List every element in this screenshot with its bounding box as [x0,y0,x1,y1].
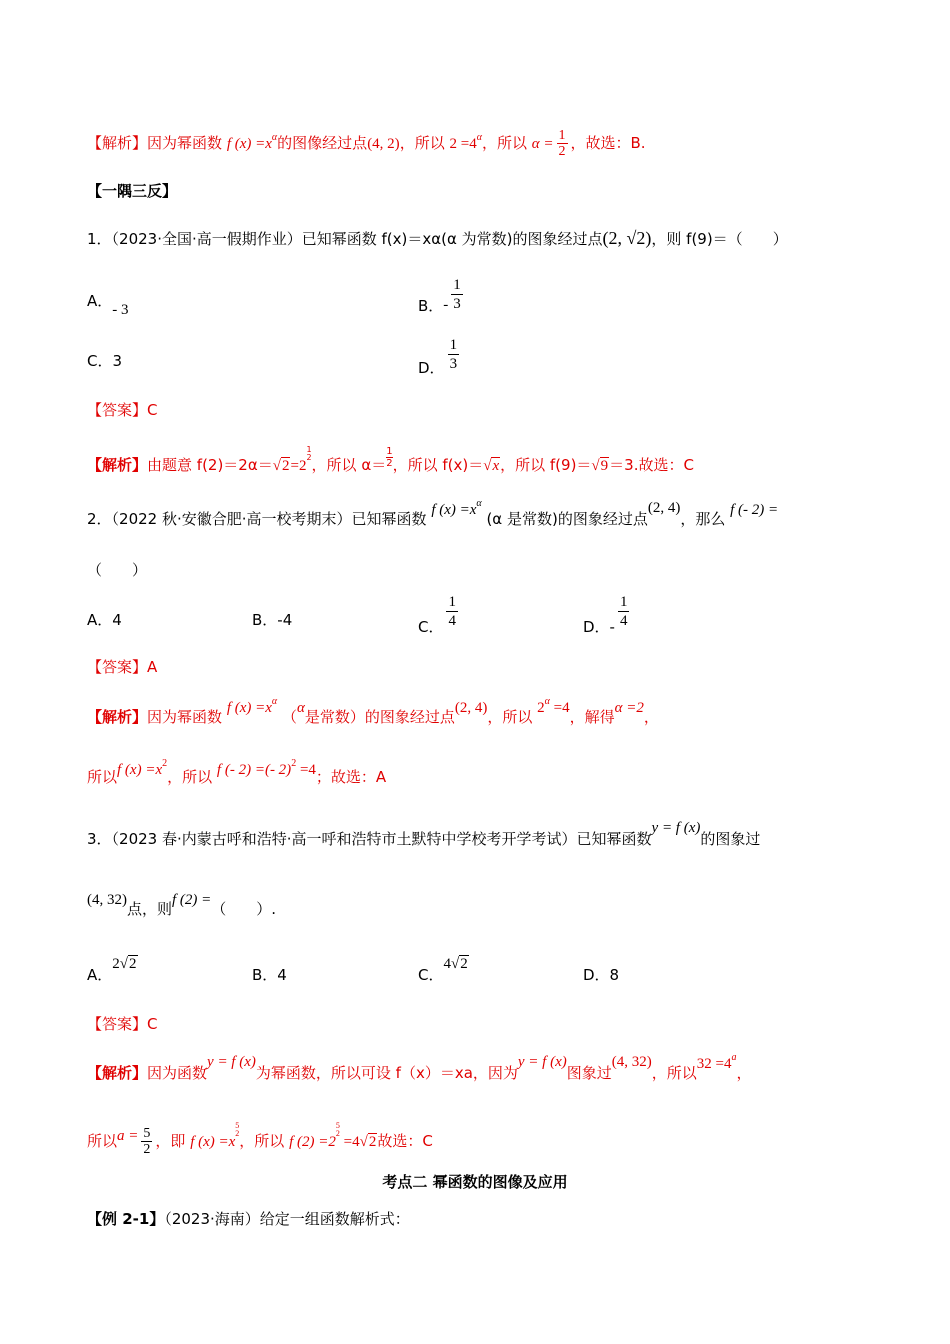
q1-answer: 【答案】C [87,401,158,419]
q2-option-a: A．4 [87,611,122,629]
q2-analysis-1: 【解析】因为幂函数 f $(x) =x^\alpha$ （α是常数）的图象经过点(2, 4)，所以 $2^\alpha =4$，解得α =2， [87,696,659,726]
q2-answer: 【答案】A [87,658,158,676]
q1-option-b: B．- $\frac{1}{3}$ [418,277,461,315]
q3-option-d: D．8 [583,966,620,984]
question-2: 2．（2022 秋·安徽合肥·高一校考期末）已知幂函数 f $(x) =x^\alpha$ (α 是常数)的图象经过点(2, 4)，那么 f (- 2) = [87,498,779,528]
q1-option-d: D． $\frac{1}{3}$ [418,337,458,377]
q1-analysis: 【解析】由题意 f(2)＝2α＝√2=2 1 2 ，所以 α＝ $\frac{1}{2}$ ，所以 f(x)＝√x，所以 f(9)＝√9＝3.故选：C [87,445,694,474]
q2-option-c: C． $\frac{1}{4}$ [418,594,456,636]
point-two-title: 考点二 幂函数的图像及应用 [382,1173,568,1191]
question-1: 1．（2023·全国·高一假期作业）已知幂函数 f(x)＝xα(α 为常数)的图象经过点(2, √2)，则 f(9)＝（ ） [87,228,788,248]
question-3: 3．（2023 春·内蒙古呼和浩特·高一呼和浩特市土默特中学校考开学考试）已知幂函数y = f (x)的图象过 [87,820,761,848]
q3-option-a: A．2√2 [87,956,137,984]
q3-option-b: B．4 [252,966,287,984]
q2-analysis-2: 所以f $(x) =x^2$，所以 f (- 2) =(- 2)$^2$ =4；故选：A [87,758,387,786]
q3-answer: 【答案】C [87,1015,158,1033]
q2-option-d: D．- $\frac{1}{4}$ [583,594,628,636]
q1-option-c: C．3 [87,352,123,370]
analysis-tag: 【解析】 [87,134,148,152]
q3-analysis-1: 【解析】因为函数y = f (x)为幂函数，所以可设 f（x）＝xa，因为y = f (x)图象过(4, 32)，所以$32 =4^a$， [87,1052,752,1082]
fraction: $\frac{1}{2}$ [558,128,566,159]
q3-line2: (4, 32)点，则f (2) =（ ）. [87,892,277,918]
analysis-prev: 【解析】因为幂函数 f $(x) =x^\alpha$的图像经过点(4, 2)，所以 $2 =4^\alpha$，所以 α = $\frac{1}{2}$ ，故选：B. [87,128,646,159]
q1-option-a: A．- 3 [87,292,129,318]
example-2-1: 【例 2-1】（2023·海南）给定一组函数解析式： [87,1210,410,1228]
q2-paren: （ ） [87,561,148,579]
q3-option-c: C．4√2 [418,956,468,984]
section-title: 【一隅三反】 [87,182,178,200]
q2-option-b: B．-4 [252,611,293,629]
q3-analysis-2: 所以a = $\frac{5}{2}$ ，即 f (x) =x 5 2 ，所以 f (2) =2 5 2 =4√2故选：C [87,1121,433,1157]
